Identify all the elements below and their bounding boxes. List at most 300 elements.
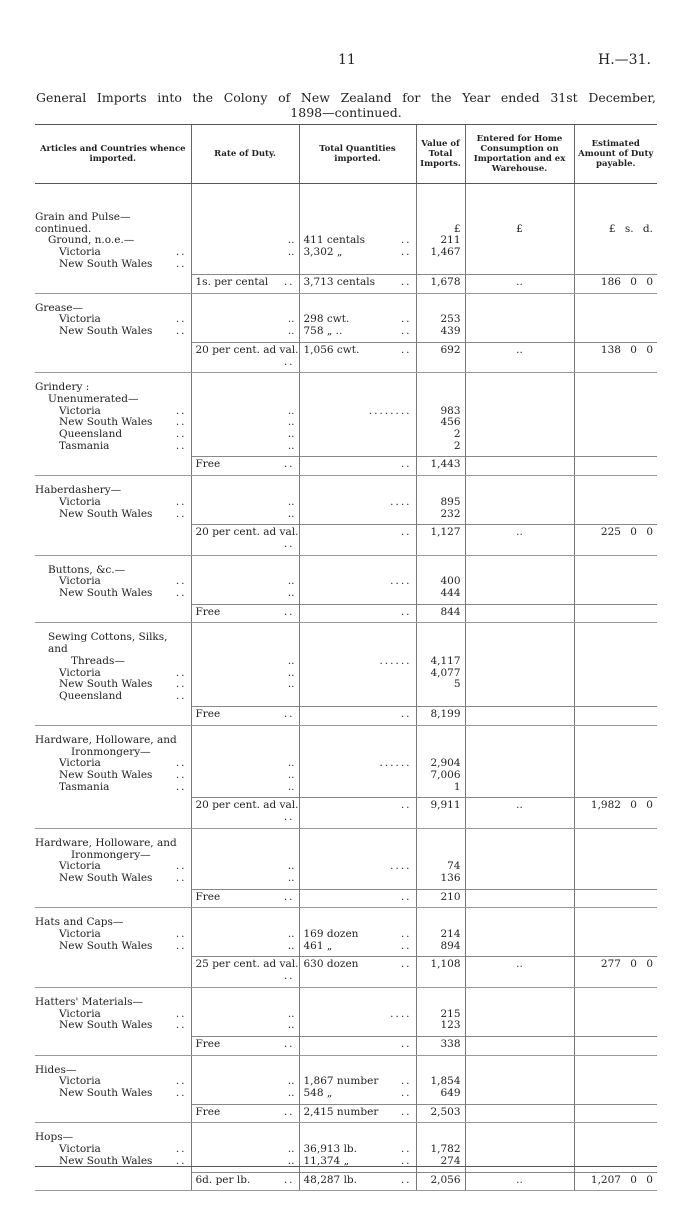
- entered-value: [465, 604, 574, 623]
- leader-dots: ..: [400, 757, 412, 770]
- table-title-continued: 1898—continued.: [290, 105, 402, 120]
- article-heading: Hops—: [35, 1131, 74, 1144]
- duty-amount: [574, 1104, 657, 1123]
- leader-dots: ..: [400, 313, 412, 326]
- leader-dots: ..: [283, 708, 295, 721]
- article-heading: Hats and Caps—: [35, 916, 124, 929]
- country-label: Victoria: [59, 246, 101, 259]
- section-total-row: [35, 342, 657, 372]
- leader-dots: ..: [283, 605, 295, 618]
- leader-dots: ..: [390, 757, 401, 770]
- spacer: [304, 632, 412, 644]
- section-total-row: [35, 707, 657, 726]
- spacer: [196, 1065, 295, 1077]
- total-quantity: [299, 525, 416, 555]
- section-detail-row: [35, 725, 657, 798]
- rate-leader: ..: [287, 439, 295, 452]
- article-heading: Unenumerated—: [48, 392, 139, 405]
- leader-dots: ..: [390, 575, 401, 588]
- country-label: Victoria: [59, 757, 101, 770]
- leader-dots: ..: [400, 404, 412, 417]
- entered-cell: [465, 725, 574, 798]
- entered-value: [465, 889, 574, 908]
- duty-amount: [574, 707, 657, 726]
- spacer: [196, 382, 295, 394]
- leader-dots: ..: [175, 780, 187, 793]
- rate-text: 20 per cent. ad val.: [195, 526, 299, 539]
- leader-dots: ..: [175, 507, 187, 520]
- spacer: [304, 382, 412, 394]
- table-title: General Imports into the Colony of New Zealand for the Year ended 31st December,: [36, 90, 656, 105]
- column-header: Value of Total Imports.: [416, 125, 465, 184]
- spacer: [579, 212, 654, 224]
- rate-leader: ..: [287, 1007, 295, 1020]
- quantity-cell: [299, 1055, 416, 1104]
- article-cell: [35, 342, 191, 372]
- entered-cell: [465, 1123, 574, 1172]
- article-cell: [35, 623, 191, 707]
- rate-of-duty: [191, 957, 299, 987]
- country-label: Victoria: [59, 666, 101, 679]
- import-value: 74: [447, 860, 461, 873]
- spacer: [196, 838, 295, 850]
- country-label: New South Wales: [59, 257, 153, 270]
- import-value: 983: [440, 404, 461, 417]
- total-quantity-text: 48,287 lb.: [303, 1173, 357, 1186]
- country-label: New South Wales: [59, 1154, 153, 1167]
- rate-leader: ..: [287, 507, 295, 520]
- import-value: 214: [440, 928, 461, 941]
- country-label: Victoria: [59, 1143, 101, 1156]
- article-cell: [35, 798, 191, 828]
- leader-dots: ..: [400, 1037, 412, 1050]
- entered-cell: [465, 987, 574, 1036]
- spacer: [196, 735, 295, 747]
- country-name: [35, 782, 187, 794]
- import-value: 444: [440, 587, 461, 600]
- spacer: [421, 394, 461, 406]
- duty-cell: [574, 1123, 657, 1172]
- total-quantity: [299, 707, 416, 726]
- rate-leader: ..: [287, 587, 295, 600]
- duty-cell: [574, 1055, 657, 1104]
- leader-dots: ..: [400, 654, 412, 667]
- rate-text: Free: [195, 1037, 221, 1050]
- spacer: [196, 212, 295, 224]
- spacer: [470, 212, 570, 224]
- rate-text: Free: [195, 458, 221, 471]
- leader-dots: ..: [175, 1007, 187, 1020]
- section-total-row: [35, 604, 657, 623]
- leader-dots: ..: [175, 325, 187, 338]
- article-heading: Grindery :: [35, 381, 90, 394]
- rate-cell: [191, 476, 299, 525]
- leader-dots: ..: [368, 404, 380, 417]
- leader-dots: ..: [400, 1154, 412, 1167]
- section-total-row: [35, 1104, 657, 1123]
- rate-of-duty: [191, 342, 299, 372]
- duty-cell: [574, 184, 657, 275]
- table-body: [35, 184, 657, 1191]
- leader-dots: ..: [175, 575, 187, 588]
- import-value: 7,006: [430, 769, 461, 782]
- spacer: [196, 850, 295, 862]
- country-label: New South Wales: [59, 939, 153, 952]
- rate-text: 20 per cent. ad val.: [195, 343, 299, 356]
- column-header: Estimated Amount of Duty payable.: [574, 125, 657, 184]
- rate-leader: ..: [287, 1075, 295, 1088]
- rate-leader: ..: [287, 1087, 295, 1100]
- entered-cell: [465, 476, 574, 525]
- rate-of-duty: [191, 525, 299, 555]
- quantity-entry: [304, 326, 412, 338]
- entered-value: [465, 1104, 574, 1123]
- entered-value: ..: [465, 275, 574, 294]
- section-detail-row: [35, 184, 657, 275]
- country-label: Victoria: [59, 1007, 101, 1020]
- rate-leader: ..: [287, 654, 295, 667]
- article-cell: [35, 275, 191, 294]
- rate-cell: [191, 987, 299, 1036]
- quantity-cell: [299, 476, 416, 525]
- entered-value: ..: [465, 957, 574, 987]
- leader-dots: ..: [400, 458, 412, 471]
- import-value: 894: [440, 939, 461, 952]
- duty-cell: [574, 987, 657, 1036]
- leader-dots: ..: [379, 404, 391, 417]
- country-name: [35, 429, 187, 441]
- article-cell: [35, 828, 191, 889]
- leader-dots: ..: [400, 1007, 412, 1020]
- rate-cell: [191, 908, 299, 957]
- entered-value: ..: [465, 525, 574, 555]
- value-cell: [416, 476, 465, 525]
- quantity-value: 411 centals: [303, 234, 365, 247]
- duty-amount: [574, 604, 657, 623]
- leader-dots: ..: [400, 708, 412, 721]
- total-quantity: [299, 1036, 416, 1055]
- rate-leader: ..: [287, 860, 295, 873]
- leader-dots: ..: [175, 257, 187, 270]
- total-value: 844: [416, 604, 465, 623]
- import-value: 2: [453, 439, 461, 452]
- total-quantity: [299, 1104, 416, 1123]
- spacer: [196, 644, 295, 656]
- value-cell: [416, 293, 465, 342]
- article-cell: [35, 604, 191, 623]
- article-cell: [35, 373, 191, 457]
- entered-value: ..: [465, 342, 574, 372]
- rate-leader: ..: [287, 416, 295, 429]
- article-cell: [35, 889, 191, 908]
- quantity-cell: [299, 987, 416, 1036]
- leader-dots: ..: [175, 1154, 187, 1167]
- leader-dots: ..: [400, 526, 412, 539]
- spacer: [196, 632, 295, 644]
- article-heading: Ground, n.o.e.—: [48, 234, 135, 247]
- country-label: Victoria: [59, 313, 101, 326]
- country-label: Tasmania: [59, 780, 110, 793]
- document-reference: H.—31.: [598, 52, 651, 68]
- total-quantity-text: 630 dozen: [303, 958, 359, 971]
- leader-dots: ..: [400, 605, 412, 618]
- article-cell: [35, 1123, 191, 1172]
- total-quantity: [299, 1172, 416, 1191]
- import-value: 232: [440, 507, 461, 520]
- article-heading: Buttons, &c.—: [48, 563, 126, 576]
- page-number: 11: [338, 52, 356, 68]
- import-value: 649: [440, 1087, 461, 1100]
- import-value: 1,854: [430, 1075, 461, 1088]
- leader-dots: ..: [175, 939, 187, 952]
- duty-amount: 225 0 0: [574, 525, 657, 555]
- quantity-cell: [299, 373, 416, 457]
- total-quantity-text: 2,415 number: [303, 1105, 379, 1118]
- quantity-value: 1,867 number: [303, 1075, 379, 1088]
- article-cell: [35, 908, 191, 957]
- section-detail-row: [35, 555, 657, 604]
- leader-dots: ..: [400, 939, 412, 952]
- article-heading: Hatters' Materials—: [35, 995, 144, 1008]
- import-value: 1,782: [430, 1143, 461, 1156]
- quantity-cell: [299, 293, 416, 342]
- country-name: [35, 941, 187, 953]
- rate-of-duty: [191, 889, 299, 908]
- pound-unit: £: [453, 222, 461, 235]
- quantity-cell: [299, 623, 416, 707]
- section-total-row: [35, 275, 657, 294]
- total-quantity: [299, 798, 416, 828]
- article-heading: Hides—: [35, 1063, 77, 1076]
- article-heading: Threads—: [71, 654, 125, 667]
- leader-dots: ..: [390, 1007, 401, 1020]
- rate-leader: ..: [287, 1154, 295, 1167]
- leader-dots: ..: [400, 276, 412, 289]
- leader-dots: ..: [175, 757, 187, 770]
- leader-dots: ..: [175, 428, 187, 441]
- spacer: [196, 303, 295, 315]
- rate-leader: ..: [287, 871, 295, 884]
- country-label: Victoria: [59, 575, 101, 588]
- leader-dots: ..: [175, 928, 187, 941]
- import-value: 253: [440, 313, 461, 326]
- column-header: Entered for Home Consumption on Importation and ex Warehouse.: [465, 125, 574, 184]
- quantity-cell: [299, 908, 416, 957]
- total-quantity: [299, 889, 416, 908]
- duty-cell: [574, 828, 657, 889]
- section-detail-row: [35, 476, 657, 525]
- leader-dots: ..: [175, 871, 187, 884]
- total-quantity: [299, 957, 416, 987]
- value-cell: [416, 828, 465, 889]
- value-cell: [416, 1123, 465, 1172]
- leader-dots: ..: [400, 343, 412, 356]
- rate-leader: ..: [287, 1019, 295, 1032]
- total-value: 2,503: [416, 1104, 465, 1123]
- leader-dots: ..: [175, 1087, 187, 1100]
- quantity-value: 11,374 „: [303, 1154, 350, 1167]
- import-value: 123: [440, 1019, 461, 1032]
- total-quantity: [299, 275, 416, 294]
- article-heading: Ironmongery—: [71, 745, 151, 758]
- import-value: 136: [440, 871, 461, 884]
- value-cell: [416, 987, 465, 1036]
- duty-amount: [574, 1036, 657, 1055]
- country-label: Victoria: [59, 495, 101, 508]
- section-total-row: [35, 798, 657, 828]
- leader-dots: ..: [175, 587, 187, 600]
- article-cell: [35, 987, 191, 1036]
- rate-cell: [191, 725, 299, 798]
- leader-dots: ..: [400, 799, 412, 812]
- duty-amount: 186 0 0: [574, 275, 657, 294]
- spacer: [196, 565, 295, 577]
- entered-value: ..: [465, 1172, 574, 1191]
- section-detail-row: [35, 908, 657, 957]
- total-value: 210: [416, 889, 465, 908]
- leader-dots: ..: [400, 495, 412, 508]
- rate-leader: ..: [287, 1143, 295, 1156]
- import-value: 400: [440, 575, 461, 588]
- rate-text: 1s. per cental: [195, 276, 269, 289]
- rate-text: Free: [195, 1105, 221, 1118]
- total-value: 1,443: [416, 457, 465, 476]
- leader-dots: ..: [175, 1143, 187, 1156]
- quantity-value: 548 „: [303, 1087, 333, 1100]
- leader-dots: ..: [400, 928, 412, 941]
- imports-table: [35, 124, 657, 1191]
- total-value: 1,678: [416, 275, 465, 294]
- article-heading: Sewing Cottons, Silks, and: [48, 631, 168, 656]
- quantity-cell: [299, 184, 416, 275]
- rate-leader: ..: [287, 325, 295, 338]
- entered-cell: [465, 828, 574, 889]
- rate-text: Free: [195, 890, 221, 903]
- rate-leader: ..: [287, 928, 295, 941]
- duty-amount: 1,982 0 0: [574, 798, 657, 828]
- leader-dots: ..: [283, 1173, 295, 1186]
- leader-dots: ..: [283, 355, 295, 368]
- leader-dots: ..: [175, 1075, 187, 1088]
- quantity-value: 3,302 „: [303, 246, 343, 259]
- article-heading: Grain and Pulse—continued.: [35, 211, 131, 235]
- spacer: [196, 485, 295, 497]
- quantity-value: 298 cwt.: [303, 313, 350, 326]
- article-heading: Hardware, Holloware, and: [35, 836, 177, 849]
- quantity-cell: [299, 725, 416, 798]
- value-cell: [416, 184, 465, 275]
- leader-dots: ..: [400, 1087, 412, 1100]
- country-label: New South Wales: [59, 587, 153, 600]
- section-detail-row: [35, 1055, 657, 1104]
- import-value: 4,077: [430, 666, 461, 679]
- rate-leader: ..: [287, 234, 295, 247]
- rate-cell: [191, 293, 299, 342]
- leader-dots: ..: [175, 860, 187, 873]
- total-quantity: [299, 604, 416, 623]
- article-cell: [35, 707, 191, 726]
- quantity-value: 758 „ ..: [303, 325, 343, 338]
- leader-dots: ..: [175, 246, 187, 259]
- article-cell: [35, 555, 191, 604]
- rate-leader: ..: [287, 780, 295, 793]
- rate-leader: ..: [287, 313, 295, 326]
- leader-dots: ..: [400, 1075, 412, 1088]
- leader-dots: ..: [400, 1143, 412, 1156]
- spacer: [304, 735, 412, 747]
- article-cell: [35, 1036, 191, 1055]
- spacer: [421, 735, 461, 747]
- value-cell: [416, 725, 465, 798]
- rate-text: 20 per cent. ad val.: [195, 799, 299, 812]
- rate-cell: [191, 184, 299, 275]
- country-label: Queensland: [59, 428, 123, 441]
- total-quantity: [299, 342, 416, 372]
- country-label: New South Wales: [59, 871, 153, 884]
- total-value: 692: [416, 342, 465, 372]
- import-value: 456: [440, 416, 461, 429]
- section-detail-row: [35, 828, 657, 889]
- section-detail-row: [35, 623, 657, 707]
- entered-cell: [465, 373, 574, 457]
- rate-leader: ..: [287, 246, 295, 259]
- leader-dots: ..: [175, 439, 187, 452]
- country-label: Victoria: [59, 404, 101, 417]
- quantity-cell: [299, 828, 416, 889]
- entered-cell: [465, 555, 574, 604]
- duty-amount: [574, 457, 657, 476]
- pound-unit: £: [516, 222, 523, 235]
- leader-dots: ..: [379, 654, 391, 667]
- spacer: [421, 632, 461, 644]
- quantity-value: 461 „: [303, 939, 333, 952]
- entered-value: [465, 1036, 574, 1055]
- duty-cell: [574, 623, 657, 707]
- country-label: New South Wales: [59, 1019, 153, 1032]
- country-name: [35, 770, 187, 782]
- leader-dots: ..: [175, 666, 187, 679]
- rate-leader: ..: [287, 428, 295, 441]
- total-value: 1,127: [416, 525, 465, 555]
- article-cell: [35, 525, 191, 555]
- rate-of-duty: [191, 1172, 299, 1191]
- duty-cell: [574, 555, 657, 604]
- leader-dots: ..: [283, 537, 295, 550]
- rate-leader: ..: [287, 495, 295, 508]
- entered-cell: [465, 623, 574, 707]
- quantity-entry: [304, 941, 412, 953]
- total-value: 9,911: [416, 798, 465, 828]
- leader-dots: ..: [390, 654, 401, 667]
- column-header: Articles and Countries whence imported.: [35, 125, 191, 184]
- entered-value: ..: [465, 798, 574, 828]
- duty-amount: 1,207 0 0: [574, 1172, 657, 1191]
- rate-leader: ..: [287, 666, 295, 679]
- country-name: [35, 873, 187, 885]
- import-value: 1,467: [430, 246, 461, 259]
- spacer: [196, 1132, 295, 1144]
- import-value: 895: [440, 495, 461, 508]
- leader-dots: ..: [175, 495, 187, 508]
- spacer: [196, 224, 295, 236]
- leader-dots: ..: [175, 690, 187, 702]
- total-quantity-text: 1,056 cwt.: [303, 343, 360, 356]
- spacer: [196, 917, 295, 929]
- country-label: New South Wales: [59, 1087, 153, 1100]
- duty-amount: [574, 889, 657, 908]
- country-name: [35, 1020, 187, 1032]
- section-detail-row: [35, 373, 657, 457]
